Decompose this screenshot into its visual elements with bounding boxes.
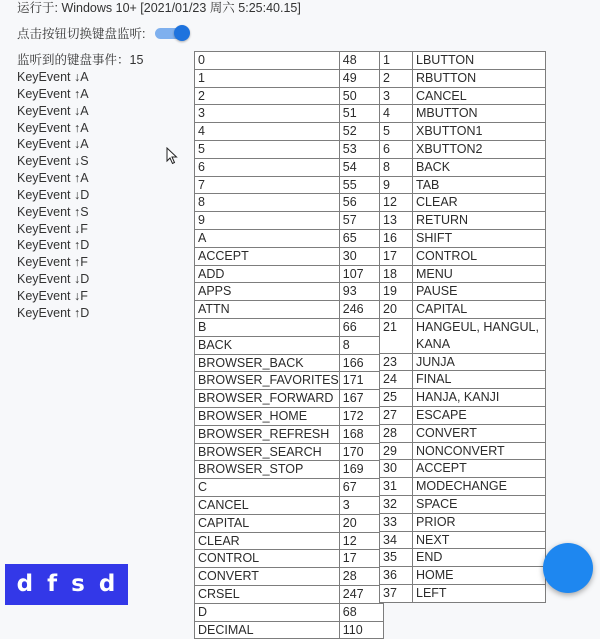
key-code-cell: 17	[339, 550, 383, 568]
table-row	[195, 354, 384, 372]
mouse-pointer-icon	[166, 147, 178, 165]
event-item: KeyEvent ↑F	[17, 255, 88, 270]
key-code-cell: 168	[339, 425, 383, 443]
key-code-cell: 68	[339, 603, 383, 621]
event-item: KeyEvent ↓A	[17, 103, 89, 118]
key-code-cell: 6	[380, 140, 413, 158]
table-row	[195, 212, 384, 230]
table-row	[195, 336, 384, 354]
key-code-cell: 23	[380, 353, 413, 371]
key-name-cell: 8	[195, 194, 340, 212]
table-row	[195, 283, 384, 301]
key-code-cell: 66	[339, 318, 383, 336]
key-code-cell: 54	[339, 158, 383, 176]
key-name-cell: BACK	[413, 158, 546, 176]
key-name-cell: NONCONVERT	[413, 442, 546, 460]
key-code-cell: 52	[339, 123, 383, 141]
table-row	[380, 265, 546, 283]
key-code-cell: 2	[380, 69, 413, 87]
key-code-cell: 48	[339, 52, 383, 70]
key-code-cell: 247	[339, 585, 383, 603]
table-row	[380, 460, 546, 478]
table-row	[195, 318, 384, 336]
key-name-cell: FINAL	[413, 371, 546, 389]
key-name-cell: 1	[195, 69, 340, 87]
key-name-cell: JUNJA	[413, 353, 546, 371]
key-name-cell: DECIMAL	[195, 621, 340, 639]
key-name-cell: B	[195, 318, 340, 336]
key-name-cell: 4	[195, 123, 340, 141]
key-code-cell: 9	[380, 176, 413, 194]
key-name-cell: CONVERT	[413, 424, 546, 442]
event-item: KeyEvent ↑D	[17, 305, 90, 320]
key-name-cell: NEXT	[413, 531, 546, 549]
table-row	[195, 461, 384, 479]
table-row	[380, 212, 546, 230]
key-code-cell: 4	[380, 105, 413, 123]
key-name-cell: 9	[195, 212, 340, 230]
key-name-cell: ACCEPT	[195, 247, 340, 265]
table-row	[195, 247, 384, 265]
key-name-cell: 6	[195, 158, 340, 176]
key-code-cell: 20	[339, 514, 383, 532]
table-row	[195, 87, 384, 105]
table-row	[195, 585, 384, 603]
key-code-cell: 34	[380, 531, 413, 549]
event-item: KeyEvent ↓S	[17, 154, 89, 169]
run-info: 运行于: Windows 10+ [2021/01/23 周六 5:25:40.15]	[17, 1, 301, 15]
table-row	[195, 621, 384, 639]
key-name-cell: 2	[195, 87, 340, 105]
table-row	[380, 176, 546, 194]
key-name-cell: ADD	[195, 265, 340, 283]
key-name-cell: CANCEL	[413, 87, 546, 105]
key-code-cell: 107	[339, 265, 383, 283]
table-row	[195, 496, 384, 514]
table-row	[380, 549, 546, 567]
table-row	[195, 69, 384, 87]
table-row	[380, 105, 546, 123]
table-row	[195, 194, 384, 212]
key-name-cell: RBUTTON	[413, 69, 546, 87]
key-name-cell: BROWSER_REFRESH	[195, 425, 340, 443]
key-name-cell: XBUTTON1	[413, 123, 546, 141]
key-name-code-table	[194, 51, 384, 639]
key-name-cell: BROWSER_SEARCH	[195, 443, 340, 461]
key-code-cell: 16	[380, 229, 413, 247]
key-name-cell: 3	[195, 105, 340, 123]
key-code-cell: 53	[339, 140, 383, 158]
code-key-name-table	[379, 51, 546, 603]
key-code-cell: 56	[339, 194, 383, 212]
key-name-cell: END	[413, 549, 546, 567]
key-code-cell: 30	[380, 460, 413, 478]
table-row	[195, 123, 384, 141]
table-row	[195, 140, 384, 158]
event-item: KeyEvent ↑A	[17, 86, 89, 101]
key-code-cell: 12	[380, 194, 413, 212]
table-row	[380, 442, 546, 460]
key-name-cell: MBUTTON	[413, 105, 546, 123]
key-code-cell: 21	[380, 318, 413, 353]
event-item: KeyEvent ↓F	[17, 288, 88, 303]
key-name-cell: BROWSER_STOP	[195, 461, 340, 479]
table-row	[195, 532, 384, 550]
key-name-cell: CLEAR	[413, 194, 546, 212]
table-row	[195, 479, 384, 497]
key-name-cell: LBUTTON	[413, 52, 546, 70]
key-name-cell: BACK	[195, 336, 340, 354]
table-row	[380, 567, 546, 585]
key-code-cell: 55	[339, 176, 383, 194]
key-name-cell: C	[195, 479, 340, 497]
key-name-cell: BROWSER_HOME	[195, 407, 340, 425]
key-name-cell: BROWSER_BACK	[195, 354, 340, 372]
key-name-cell: CONTROL	[413, 247, 546, 265]
event-item: KeyEvent ↓F	[17, 221, 88, 236]
key-code-cell: 25	[380, 389, 413, 407]
key-name-cell: RETURN	[413, 212, 546, 230]
key-code-cell: 50	[339, 87, 383, 105]
table-row	[380, 69, 546, 87]
key-name-cell: 7	[195, 176, 340, 194]
key-name-cell: CLEAR	[195, 532, 340, 550]
table-row	[195, 407, 384, 425]
table-row	[380, 353, 546, 371]
key-name-cell: BROWSER_FORWARD	[195, 390, 340, 408]
key-name-cell: SHIFT	[413, 229, 546, 247]
table-row	[380, 424, 546, 442]
key-name-cell: ATTN	[195, 301, 340, 319]
key-code-cell: 67	[339, 479, 383, 497]
key-code-cell: 24	[380, 371, 413, 389]
key-code-cell: 172	[339, 407, 383, 425]
key-name-cell: CAPITAL	[413, 301, 546, 319]
table-row	[380, 229, 546, 247]
key-code-cell: 3	[380, 87, 413, 105]
key-code-cell: 49	[339, 69, 383, 87]
key-name-cell: CONTROL	[195, 550, 340, 568]
table-row	[380, 87, 546, 105]
table-row	[195, 52, 384, 70]
key-name-cell: TAB	[413, 176, 546, 194]
event-item: KeyEvent ↑S	[17, 204, 89, 219]
key-code-cell: 57	[339, 212, 383, 230]
toggle-knob	[174, 25, 190, 41]
key-code-cell: 27	[380, 406, 413, 424]
key-code-cell: 12	[339, 532, 383, 550]
key-name-cell: PRIOR	[413, 513, 546, 531]
table-row	[380, 531, 546, 549]
table-row	[380, 584, 546, 602]
table-row	[195, 603, 384, 621]
table-row	[380, 283, 546, 301]
key-name-cell: CRSEL	[195, 585, 340, 603]
key-name-cell: CONVERT	[195, 568, 340, 586]
event-item: KeyEvent ↓A	[17, 137, 89, 152]
key-name-cell: PAUSE	[413, 283, 546, 301]
table-row	[195, 105, 384, 123]
key-name-cell: HANJA, KANJI	[413, 389, 546, 407]
table-row	[380, 495, 546, 513]
event-item: KeyEvent ↓D	[17, 272, 90, 287]
key-name-cell: LEFT	[413, 584, 546, 602]
table-row	[195, 176, 384, 194]
key-code-cell: 28	[339, 568, 383, 586]
key-code-cell: 19	[380, 283, 413, 301]
key-name-cell: SPACE	[413, 495, 546, 513]
table-row	[195, 229, 384, 247]
key-code-cell: 171	[339, 372, 383, 390]
key-name-cell: MENU	[413, 265, 546, 283]
table-row	[380, 194, 546, 212]
table-row	[195, 550, 384, 568]
key-name-cell: HOME	[413, 567, 546, 585]
key-code-cell: 29	[380, 442, 413, 460]
key-code-cell: 5	[380, 123, 413, 141]
key-name-cell: ESCAPE	[413, 406, 546, 424]
table-row	[380, 371, 546, 389]
floating-action-button[interactable]	[543, 543, 593, 593]
key-code-cell: 32	[380, 495, 413, 513]
key-code-cell: 167	[339, 390, 383, 408]
key-code-cell: 1	[380, 52, 413, 70]
key-name-cell: BROWSER_FAVORITES	[195, 372, 340, 390]
key-code-cell: 28	[380, 424, 413, 442]
table-row	[195, 514, 384, 532]
table-row	[195, 390, 384, 408]
key-code-cell: 20	[380, 301, 413, 319]
event-item: KeyEvent ↓D	[17, 187, 90, 202]
key-code-cell: 35	[380, 549, 413, 567]
key-code-cell: 110	[339, 621, 383, 639]
key-code-cell: 93	[339, 283, 383, 301]
key-code-cell: 37	[380, 584, 413, 602]
table-row	[380, 318, 546, 353]
table-row	[195, 158, 384, 176]
table-row	[195, 372, 384, 390]
key-name-cell: MODECHANGE	[413, 478, 546, 496]
key-name-cell: 5	[195, 140, 340, 158]
event-list	[17, 69, 89, 322]
key-code-cell: 65	[339, 229, 383, 247]
event-count-header: 监听到的键盘事件：15	[17, 53, 144, 67]
key-code-cell: 8	[339, 336, 383, 354]
table-row	[380, 52, 546, 70]
table-row	[195, 425, 384, 443]
table-row	[380, 123, 546, 141]
listen-toggle-switch[interactable]	[155, 26, 187, 40]
key-code-cell: 169	[339, 461, 383, 479]
key-name-cell: ACCEPT	[413, 460, 546, 478]
event-item: KeyEvent ↑A	[17, 120, 89, 135]
table-row	[195, 301, 384, 319]
key-code-cell: 166	[339, 354, 383, 372]
table-row	[380, 247, 546, 265]
pressed-keys-display: d f s d	[5, 564, 128, 605]
table-row	[380, 158, 546, 176]
key-name-cell: A	[195, 229, 340, 247]
event-item: KeyEvent ↑D	[17, 238, 90, 253]
key-code-cell: 51	[339, 105, 383, 123]
table-row	[195, 568, 384, 586]
table-row	[380, 513, 546, 531]
table-row	[195, 265, 384, 283]
table-row	[195, 443, 384, 461]
key-code-cell: 13	[380, 212, 413, 230]
key-code-cell: 30	[339, 247, 383, 265]
key-name-cell: XBUTTON2	[413, 140, 546, 158]
event-item: KeyEvent ↑A	[17, 171, 89, 186]
listen-toggle-row	[17, 24, 187, 42]
key-code-cell: 18	[380, 265, 413, 283]
table-row	[380, 478, 546, 496]
table-row	[380, 406, 546, 424]
key-name-cell: CAPITAL	[195, 514, 340, 532]
key-code-cell: 246	[339, 301, 383, 319]
key-name-cell: CANCEL	[195, 496, 340, 514]
key-code-cell: 36	[380, 567, 413, 585]
key-code-cell: 31	[380, 478, 413, 496]
key-name-cell: D	[195, 603, 340, 621]
key-code-cell: 33	[380, 513, 413, 531]
key-code-cell: 17	[380, 247, 413, 265]
table-row	[380, 301, 546, 319]
key-code-cell: 8	[380, 158, 413, 176]
table-row	[380, 389, 546, 407]
key-name-cell: HANGEUL, HANGUL, KANA	[413, 318, 546, 353]
table-row	[380, 140, 546, 158]
key-code-cell: 3	[339, 496, 383, 514]
key-name-cell: APPS	[195, 283, 340, 301]
toggle-label: 点击按钮切换键盘监听:	[17, 27, 146, 41]
key-name-cell: 0	[195, 52, 340, 70]
key-code-cell: 170	[339, 443, 383, 461]
event-item: KeyEvent ↓A	[17, 70, 89, 84]
